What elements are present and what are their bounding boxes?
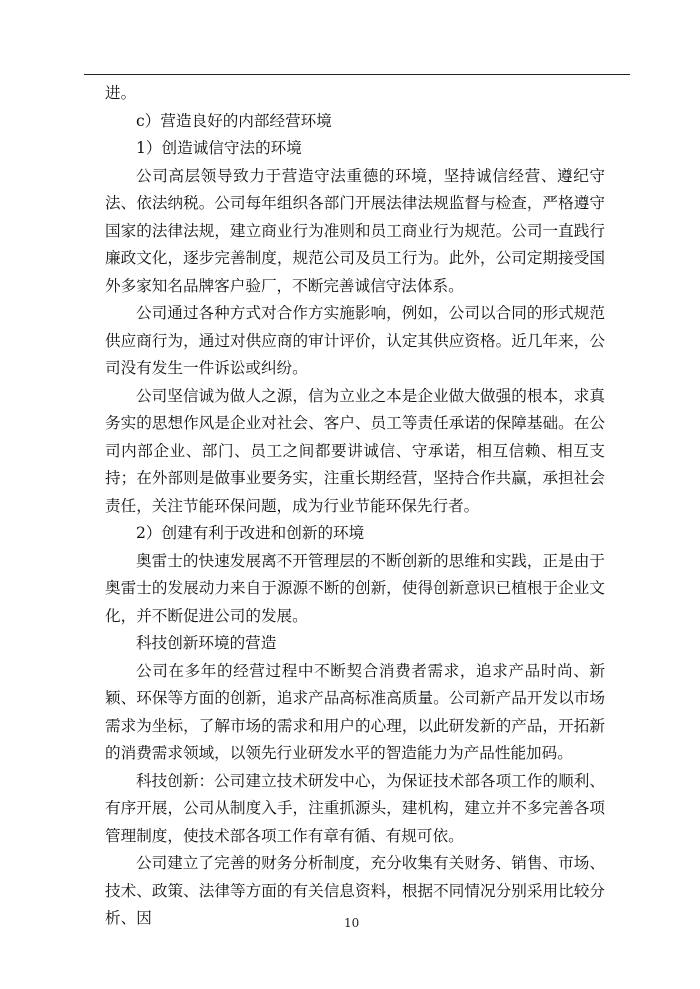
- paragraph: 奥雷士的快速发展离不开管理层的不断创新的思维和实践，正是由于奥雷士的发展动力来自于源源不断的创新，使得创新意识已植根于企业文化，并不断促进公司的发展。: [105, 551, 605, 625]
- paragraph: 进。: [105, 84, 137, 102]
- section-heading: c）营造良好的内部经营环境: [136, 111, 332, 130]
- paragraph: 公司通过各种方式对合作方实施影响，例如，公司以合同的形式规范供应商行为，通过对供应商的审计评价，认定其供应资格。近几年来，公司没有发生一件诉讼或纠纷。: [105, 304, 605, 377]
- page-number: 10: [344, 916, 360, 930]
- subsection-heading: 科技创新环境的营造: [136, 634, 277, 652]
- subsection-heading: 1）创造诚信守法的环境: [136, 139, 302, 157]
- paragraph: 公司建立了完善的财务分析制度，充分收集有关财务、销售、市场、技术、政策、法律等方面的有关信息资料，根据不同情况分别采用比较分析、因: [105, 854, 605, 927]
- paragraph: 公司高层领导致力于营造守法重德的环境，坚持诚信经营、遵纪守法、依法纳税。公司每年组织各部门开展法律法规监督与检查，严格遵守国家的法律法规，建立商业行为准则和员工商业行为规范。公司一直践行廉政文化，逐步完善制度，规范公司及员工行为。此外，公司定期接受国外多家知名品牌客户验厂，不断完善诚信守法体系。: [105, 166, 605, 295]
- body-text: [105, 80, 605, 933]
- paragraph: 公司坚信诚为做人之源，信为立业之本是企业做大做强的根本，求真务实的思想作风是企业对社会、客户、员工等责任承诺的保障基础。在公司内部企业、部门、员工之间都要讲诚信、守承诺，相互信赖、相互支持；在外部则是做事业要务实，注重长期经营，坚持合作共赢，承担社会责任，关注节能环保问题，成为行业节能环保先行者。: [105, 386, 605, 515]
- paragraph: 公司在多年的经营过程中不断契合消费者需求，追求产品时尚、新颖、环保等方面的创新，追求产品高标准高质量。公司新产品开发以市场需求为坐标，了解市场的需求和用户的心理，以此研发新的产品，开拓新的消费需求领域，以领先行业研发水平的智造能力为产品性能加码。: [105, 661, 605, 762]
- header-rule: [84, 74, 630, 75]
- paragraph: 科技创新：公司建立技术研发中心，为保证技术部各项工作的顺利、有序开展，公司从制度入手，注重抓源头，建机构，建立并不多完善各项管理制度，使技术部各项工作有章有循、有规可依。: [105, 771, 605, 845]
- subsection-heading: 2）创建有利于改进和创新的环境: [136, 524, 365, 542]
